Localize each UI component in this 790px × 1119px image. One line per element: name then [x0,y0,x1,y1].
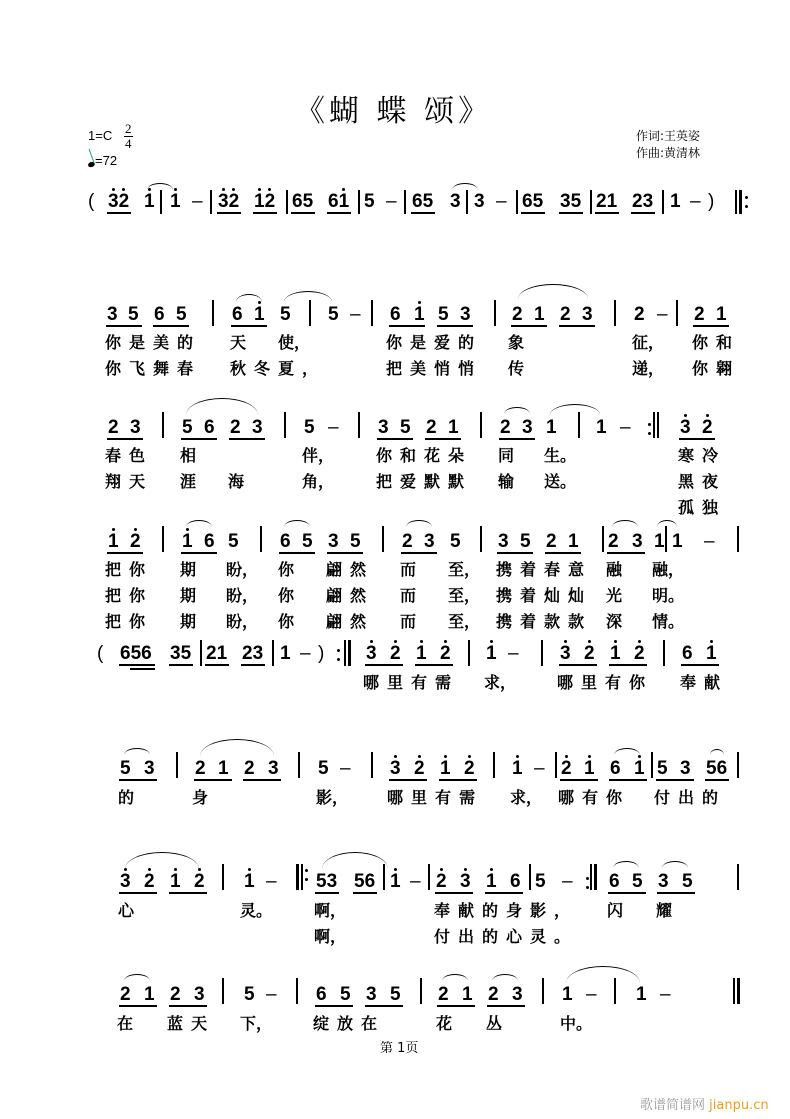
time-signature-bottom: 4 [125,136,132,151]
key-signature: 1=C [88,128,113,143]
watermark: 歌谱简谱网 jianpu.cn [640,1098,769,1113]
time-signature [124,122,133,151]
tempo-marking: =72 [88,153,117,168]
song-title: 《蝴 蝶 颂》 [295,94,493,129]
page-number: 第 1页 [380,1041,419,1056]
lyricist-credit: 作词:王英姿 [636,129,701,143]
composer-credit: 作曲:黄清林 [636,146,701,160]
lyric-verse1-a: 你是美的 [105,333,202,352]
time-signature-top: 2 [125,121,132,136]
